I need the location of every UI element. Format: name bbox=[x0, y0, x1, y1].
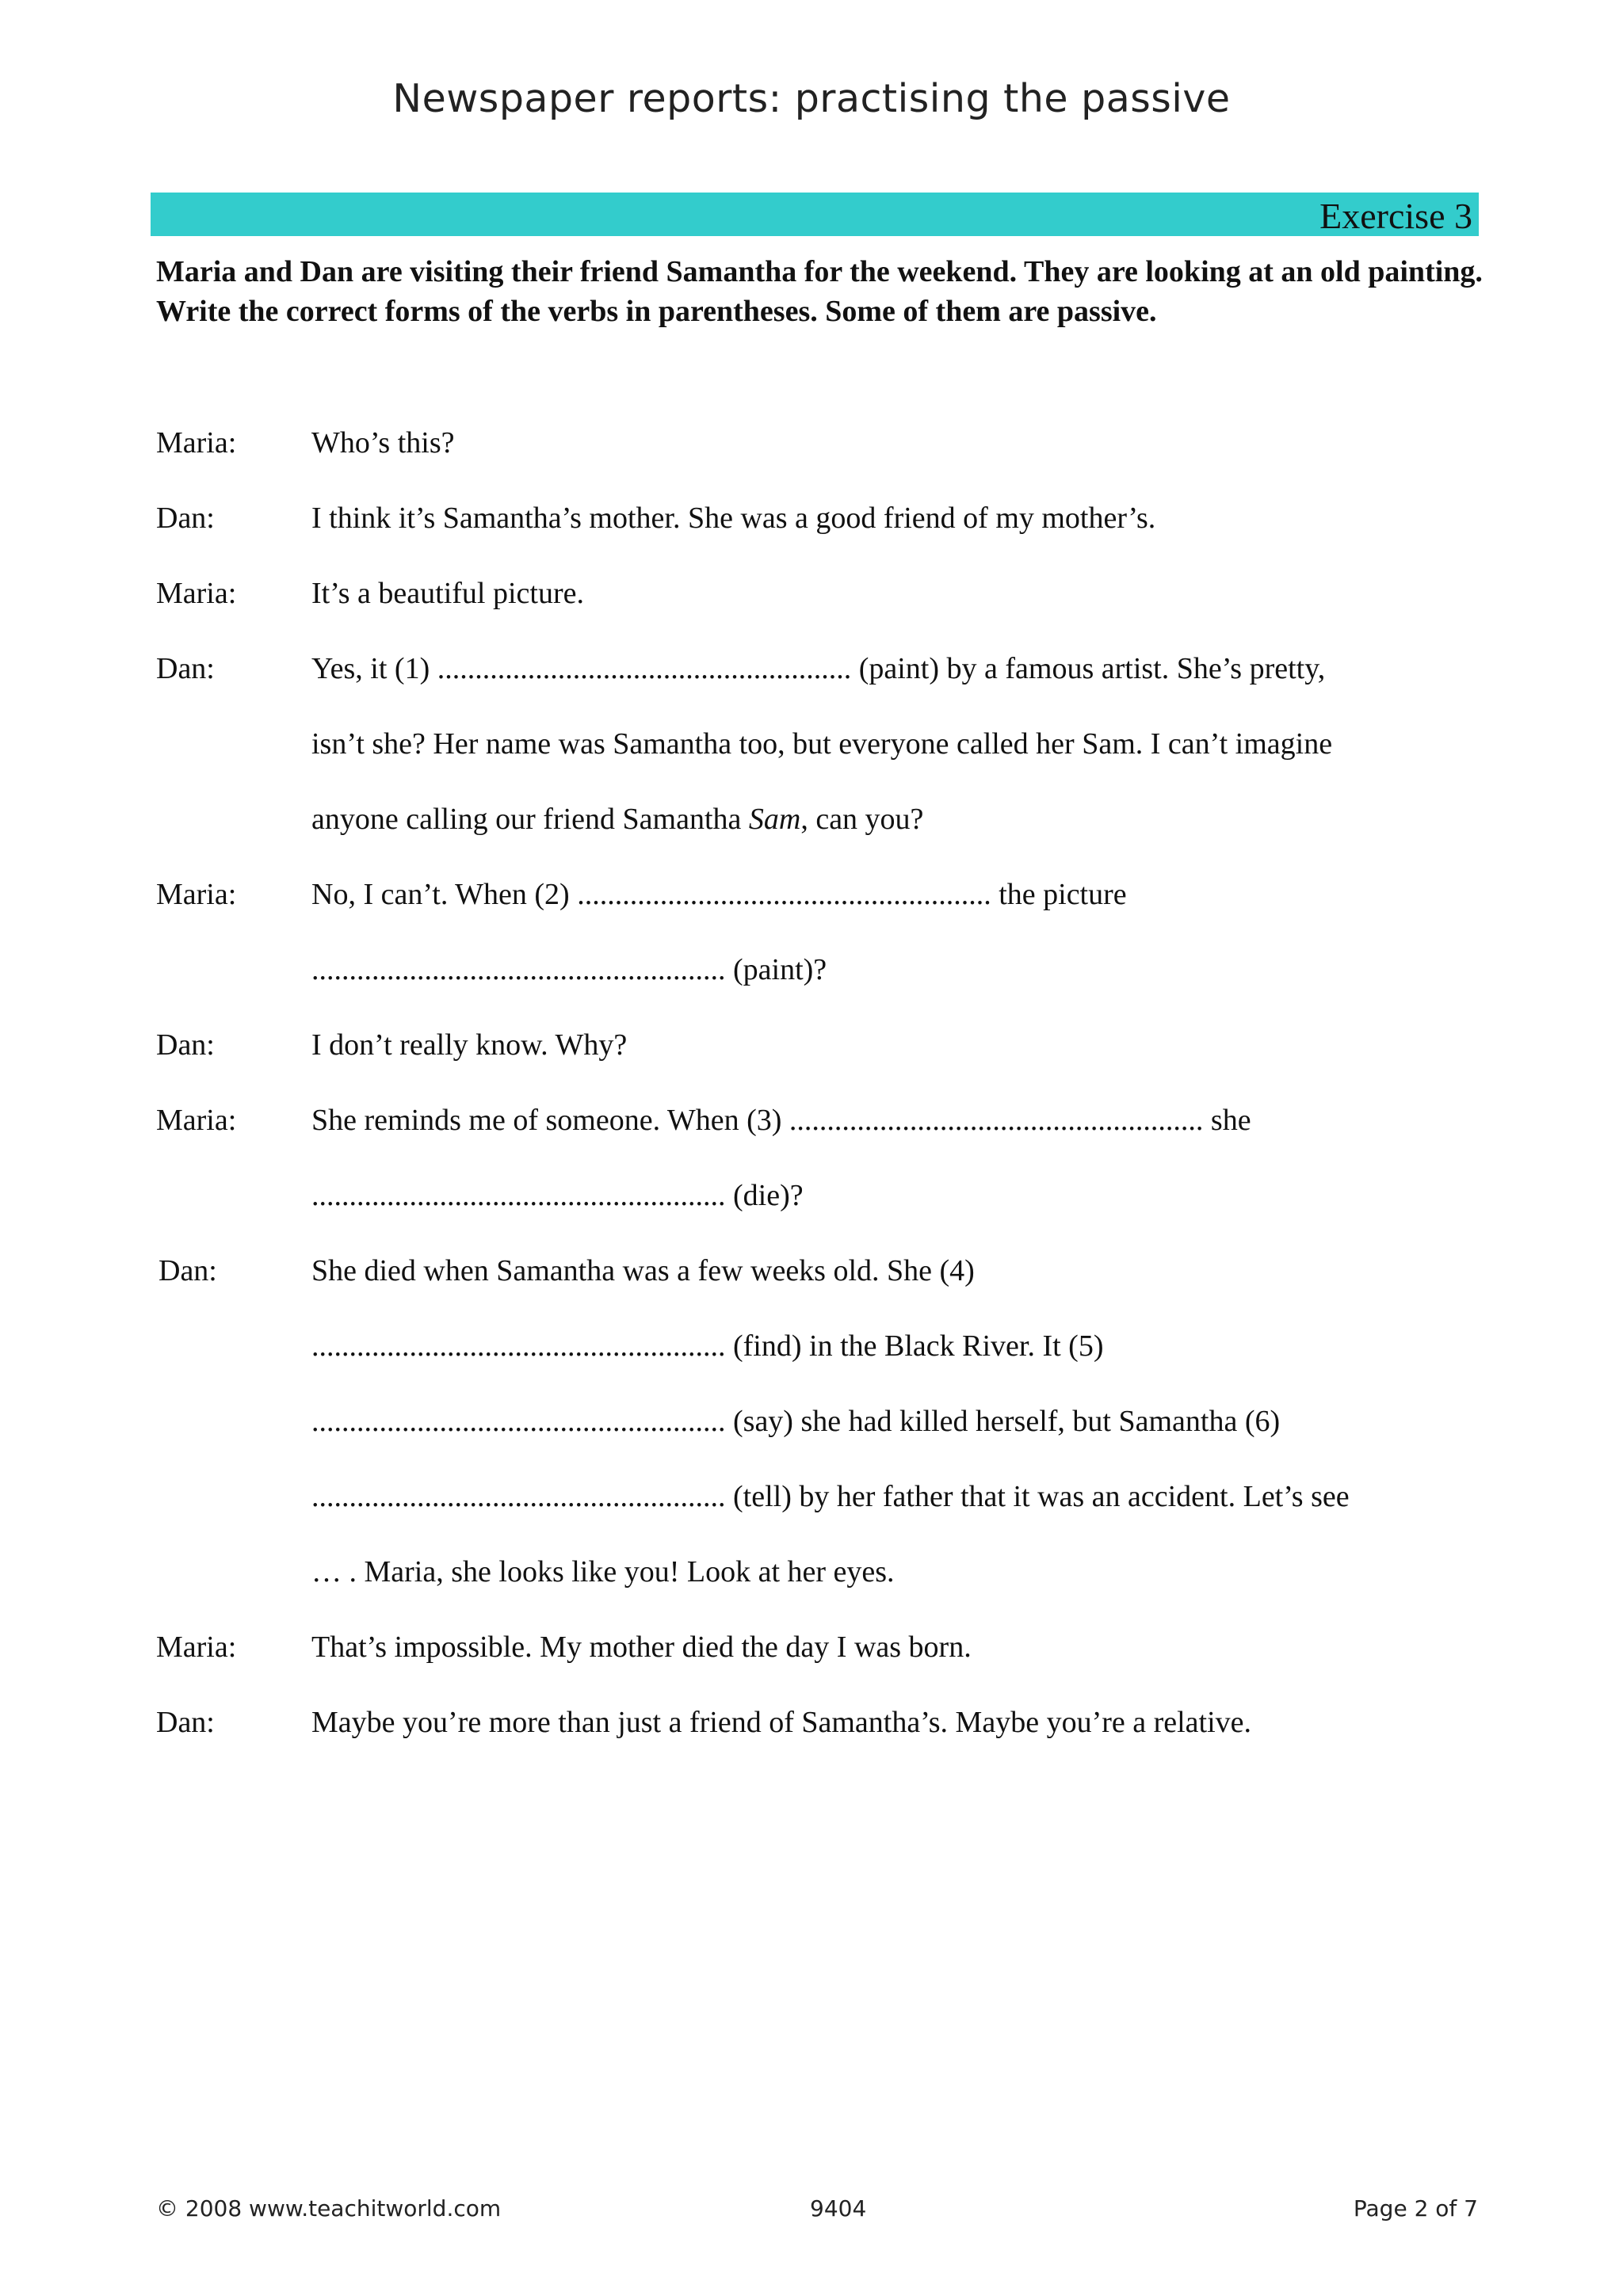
dialogue-line: Yes, it (1) ....................................................... (paint) by a famous artist. She’s pretty, bbox=[311, 652, 1326, 685]
dialogue-line: That’s impossible. My mother died the day I was born. bbox=[311, 1630, 972, 1664]
speaker-label: Maria: bbox=[156, 878, 237, 911]
exercise-label: Exercise 3 bbox=[1319, 196, 1472, 236]
speaker-label: Dan: bbox=[158, 1254, 217, 1287]
footer-code: 9404 bbox=[810, 2195, 867, 2222]
speaker-label: Dan: bbox=[156, 652, 215, 685]
page-title: Newspaper reports: practising the passive bbox=[392, 76, 1231, 121]
footer-copyright: © 2008 www.teachitworld.com bbox=[156, 2195, 502, 2222]
dialogue-line bbox=[311, 800, 923, 838]
dialogue-line: She died when Samantha was a few weeks old. She (4) bbox=[311, 1254, 975, 1287]
dialogue-line: isn’t she? Her name was Samantha too, but everyone called her Sam. I can’t imagine bbox=[311, 727, 1333, 761]
speaker-label: Maria: bbox=[156, 1630, 237, 1664]
dialogue-line: She reminds me of someone. When (3) ....................................................... she bbox=[311, 1104, 1251, 1137]
dialogue-line: Who’s this? bbox=[311, 426, 455, 460]
dialogue-line: I think it’s Samantha’s mother. She was a good friend of my mother’s. bbox=[311, 502, 1156, 535]
speaker-label: Maria: bbox=[156, 577, 237, 610]
dialogue-line: ....................................................... (die)? bbox=[311, 1179, 804, 1212]
dialogue-line: ....................................................... (tell) by her father that it was an accident. Let’s see bbox=[311, 1480, 1350, 1513]
dialogue-line: … . Maria, she looks like you! Look at her eyes. bbox=[311, 1555, 895, 1589]
dialogue-line: ....................................................... (say) she had killed herself, but Samantha (6) bbox=[311, 1405, 1281, 1438]
dialogue-line: ....................................................... (paint)? bbox=[311, 953, 827, 986]
dialogue-emphasis: Sam bbox=[748, 803, 801, 836]
dialogue-line: Maybe you’re more than just a friend of Samantha’s. Maybe you’re a relative. bbox=[311, 1706, 1252, 1739]
speaker-label: Dan: bbox=[156, 1028, 215, 1062]
speaker-label: Dan: bbox=[156, 1706, 215, 1739]
dialogue-line: I don’t really know. Why? bbox=[311, 1028, 628, 1062]
dialogue-line: No, I can’t. When (2) ....................................................... the picture bbox=[311, 878, 1127, 911]
dialogue-text: anyone calling our friend Samantha bbox=[311, 803, 749, 836]
speaker-label: Dan: bbox=[156, 502, 215, 535]
exercise-instructions: Maria and Dan are visiting their friend Samantha for the weekend. They are looking at an old painting. Write the correct forms of the verbs in parentheses. Some of them are passive. bbox=[156, 255, 1483, 328]
dialogue-line: ....................................................... (find) in the Black River. It (5) bbox=[311, 1329, 1104, 1363]
footer-page-number: Page 2 of 7 bbox=[1353, 2195, 1478, 2222]
dialogue-line: It’s a beautiful picture. bbox=[311, 577, 584, 610]
exercise-banner bbox=[151, 193, 1479, 236]
dialogue-text: , can you? bbox=[800, 803, 924, 836]
speaker-label: Maria: bbox=[156, 426, 237, 460]
speaker-label: Maria: bbox=[156, 1104, 237, 1137]
